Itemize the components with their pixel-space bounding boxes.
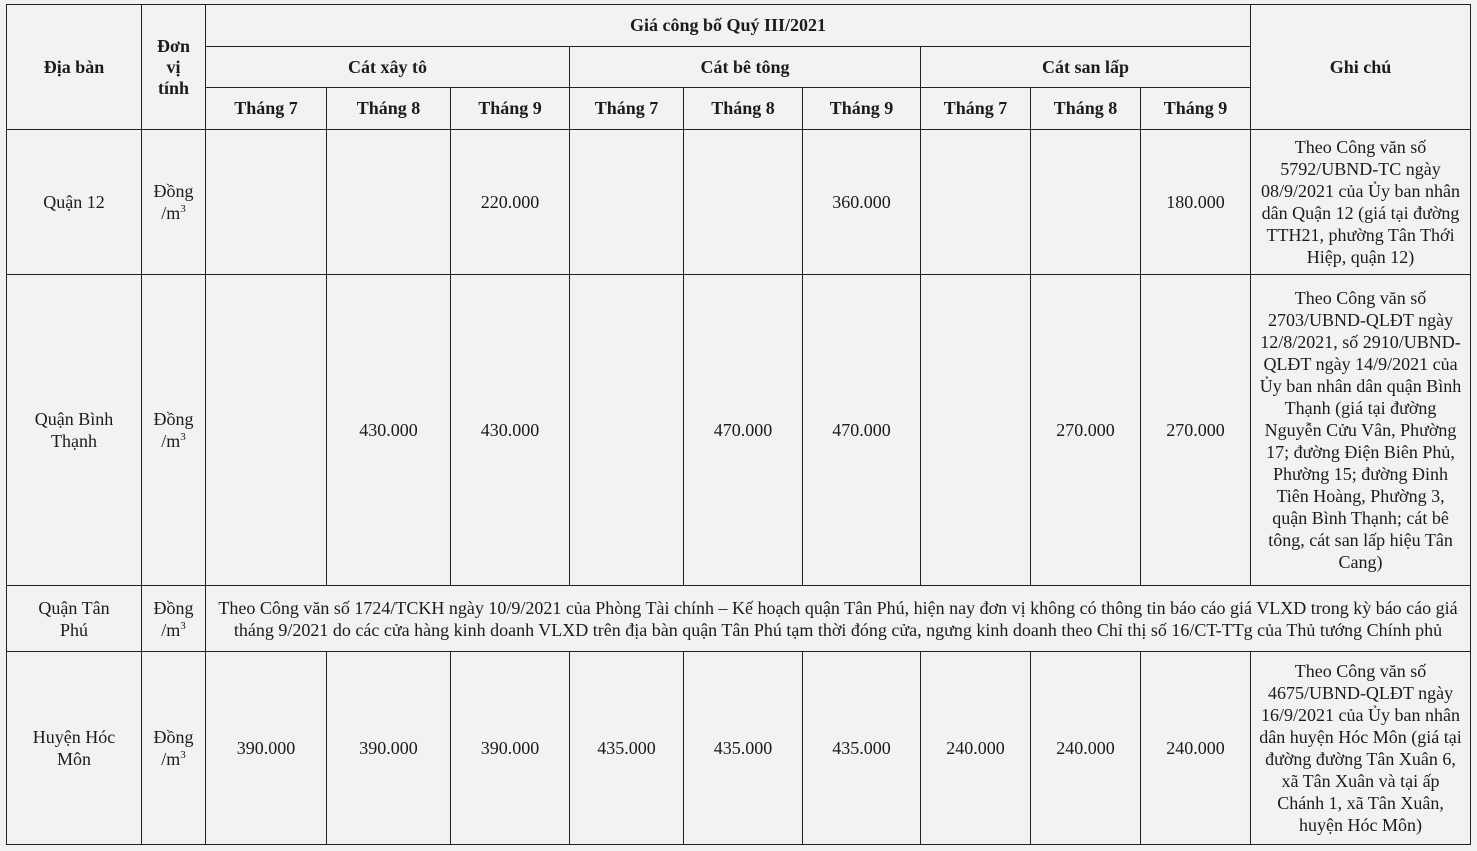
area-cell: Quận Tân Phú (7, 586, 142, 652)
price-cell: 430.000 (327, 275, 451, 586)
note-cell: Theo Công văn số 2703/UBND-QLĐT ngày 12/8/2021, số 2910/UBND-QLĐT ngày 14/9/2021 của Ủy ban nhân dân quận Bình Thạnh (giá tại đường Nguyễn Cửu Vân, Phường 17; đường Điện Biên Phủ, Phường 15; đường Đinh Tiên Hoàng, Phường 3, quận Bình Thạnh; cát bê tông, cát san lấp hiệu Tân Cang) (1251, 275, 1471, 586)
price-cell (327, 130, 451, 275)
price-cell (684, 130, 803, 275)
price-cell: 270.000 (1031, 275, 1141, 586)
area-cell: Huyện Hóc Môn (7, 652, 142, 845)
price-cell: 435.000 (803, 652, 921, 845)
table-row (7, 130, 1471, 275)
month-header: Tháng 7 (570, 88, 684, 130)
area-cell: Quận 12 (7, 130, 142, 275)
note-cell: Theo Công văn số 4675/UBND-QLĐT ngày 16/9/2021 của Ủy ban nhân dân huyện Hóc Môn (giá tại đường đường Tân Xuân 6, xã Tân Xuân và tại ấp Chánh 1, xã Tân Xuân, huyện Hóc Môn) (1251, 652, 1471, 845)
note-header: Ghi chú (1251, 5, 1471, 130)
table-row (7, 652, 1471, 845)
price-cell (1031, 130, 1141, 275)
price-cell: 390.000 (327, 652, 451, 845)
group-header-cat-xay-to: Cát xây tô (206, 47, 570, 88)
price-cell: 435.000 (684, 652, 803, 845)
header-row-1 (7, 5, 1471, 47)
month-header: Tháng 8 (327, 88, 451, 130)
month-header: Tháng 7 (921, 88, 1031, 130)
unit-cell: Đồng $/m^3$ (142, 652, 206, 845)
note-cell: Theo Công văn số 5792/UBND-TC ngày 08/9/2021 của Ủy ban nhân dân Quận 12 (giá tại đường TTH21, phường Tân Thới Hiệp, quận 12) (1251, 130, 1471, 275)
price-cell: 180.000 (1141, 130, 1251, 275)
price-cell (921, 130, 1031, 275)
price-cell: 390.000 (206, 652, 327, 845)
price-cell: 435.000 (570, 652, 684, 845)
period-header: Giá công bố Quý III/2021 (206, 5, 1251, 47)
month-header: Tháng 9 (1141, 88, 1251, 130)
area-header: Địa bàn (7, 5, 142, 130)
group-header-cat-be-tong: Cát bê tông (570, 47, 921, 88)
merged-note-cell: Theo Công văn số 1724/TCKH ngày 10/9/2021 của Phòng Tài chính – Kế hoạch quận Tân Phú, hiện nay đơn vị không có thông tin báo cáo giá VLXD trong kỳ báo cáo giá tháng 9/2021 do các cửa hàng kinh doanh VLXD trên địa bàn quận Tân Phú tạm thời đóng cửa, ngưng kinh doanh theo Chỉ thị số 16/CT-TTg của Thủ tướng Chính phủ (206, 586, 1471, 652)
price-cell: 390.000 (451, 652, 570, 845)
price-cell (570, 275, 684, 586)
unit-cell: Đồng $/m^3$ (142, 275, 206, 586)
price-cell: 220.000 (451, 130, 570, 275)
month-header: Tháng 8 (1031, 88, 1141, 130)
month-header: Tháng 9 (803, 88, 921, 130)
price-cell: 470.000 (803, 275, 921, 586)
price-cell (206, 130, 327, 275)
price-table (6, 4, 1471, 845)
table-row (7, 275, 1471, 586)
price-cell: 430.000 (451, 275, 570, 586)
price-cell: 240.000 (921, 652, 1031, 845)
unit-cell: Đồng $/m^3$ (142, 130, 206, 275)
price-cell: 270.000 (1141, 275, 1251, 586)
price-cell: 470.000 (684, 275, 803, 586)
month-header: Tháng 8 (684, 88, 803, 130)
price-cell (206, 275, 327, 586)
price-cell: 240.000 (1031, 652, 1141, 845)
price-cell: 240.000 (1141, 652, 1251, 845)
unit-header: Đơn vị tính (142, 5, 206, 130)
month-header: Tháng 9 (451, 88, 570, 130)
table-row (7, 586, 1471, 652)
price-cell: 360.000 (803, 130, 921, 275)
price-cell (570, 130, 684, 275)
group-header-cat-san-lap: Cát san lấp (921, 47, 1251, 88)
area-cell: Quận Bình Thạnh (7, 275, 142, 586)
price-cell (921, 275, 1031, 586)
unit-cell: Đồng $/m^3$ (142, 586, 206, 652)
month-header: Tháng 7 (206, 88, 327, 130)
